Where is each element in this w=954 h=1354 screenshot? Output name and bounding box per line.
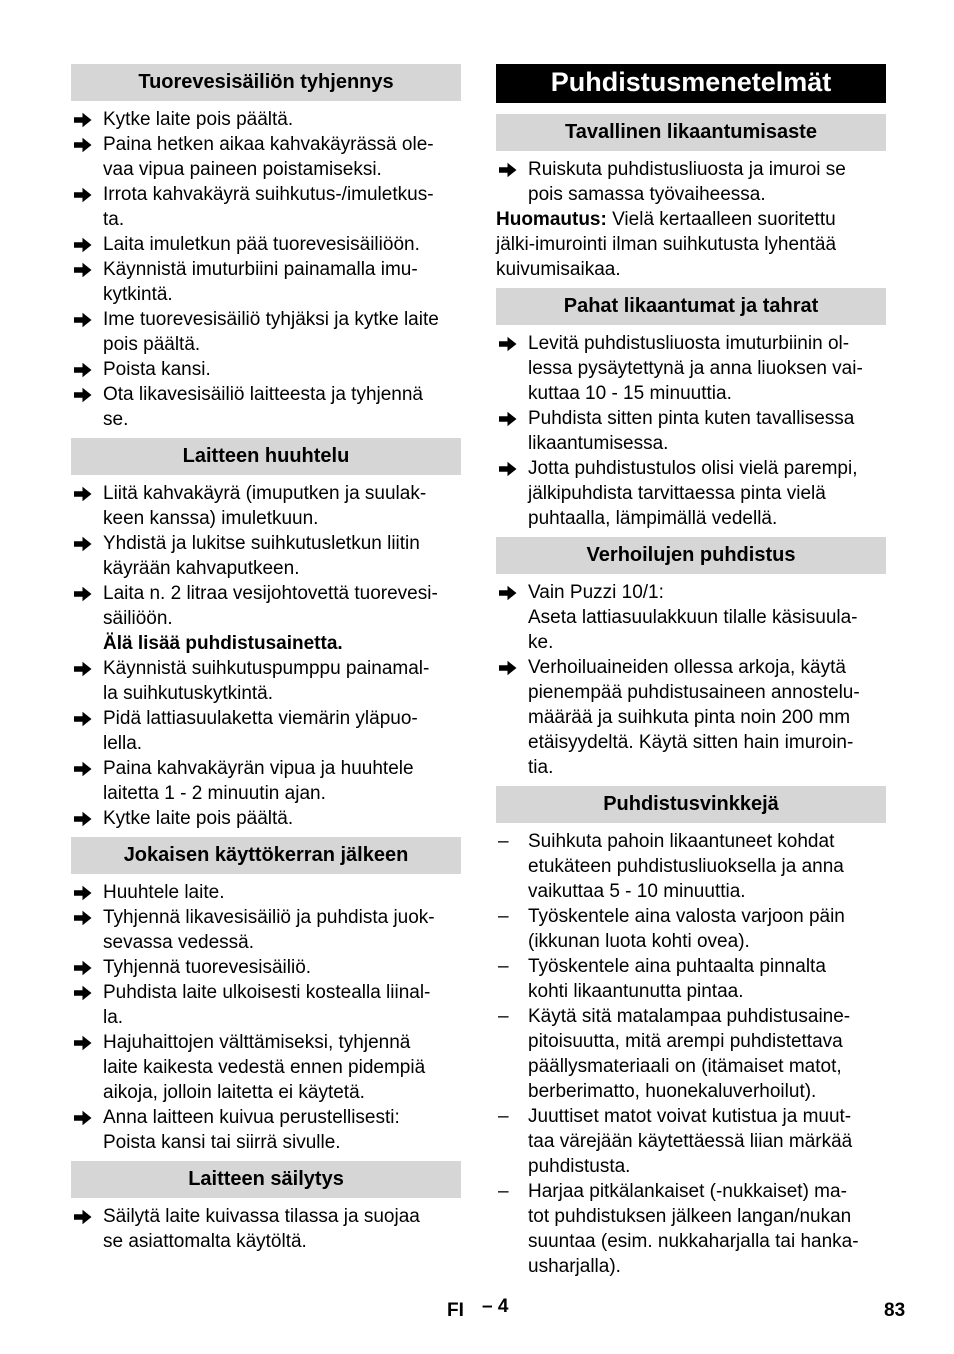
instruction-item [496,580,886,655]
item-text-line: suuntaa (esim. nukkaharjalla tai hanka- [528,1231,859,1252]
arrow-right-icon [74,1105,96,1130]
instruction-item [71,880,461,905]
instruction-item [71,656,461,706]
arrow-right-icon [74,980,96,1005]
instruction-item [71,905,461,955]
item-text-line: pois samassa työvaiheessa. [528,184,766,205]
instruction-item [496,331,886,406]
note-line: Vielä kertaalleen suoritettu [606,209,836,230]
instruction-item [71,132,461,182]
item-text-line: Ime tuorevesisäiliö tyhjäksi ja kytke laite [103,309,439,330]
item-text-line: Aseta lattiasuulakkuun tilalle käsisuula- [528,607,858,628]
arrow-right-icon [499,456,521,481]
item-text-line: Työskentele aina valosta varjoon päin [528,906,845,927]
instruction-list [71,880,461,1155]
section-heading: Tavallinen likaantumisaste [496,114,886,151]
dash-marker: – [498,831,509,852]
item-text-line: Levitä puhdistusliuosta imuturbiinin ol- [528,333,850,354]
arrow-right-icon [499,331,521,356]
arrow-right-icon [74,706,96,731]
instruction-item [71,1030,461,1105]
instruction-list [71,481,461,631]
arrow-right-icon [499,580,521,605]
instruction-item [71,1105,461,1155]
item-text-line: taa värejään käytettäessä liian märkää [528,1131,853,1152]
arrow-right-icon [74,382,96,407]
item-text-line: Yhdistä ja lukitse suihkutusletkun liitin [103,533,420,554]
item-text-line: Poista kansi tai siirrä sivulle. [103,1132,341,1153]
item-text-line: laitetta 1 - 2 minuutin ajan. [103,783,326,804]
item-text-line: likaantumisessa. [528,433,669,454]
arrow-right-icon [499,157,521,182]
item-text-line: pois päältä. [103,334,201,355]
tip-item [496,1004,886,1104]
item-text-line: Hajuhaittojen välttämiseksi, tyhjennä [103,1032,411,1053]
dash-marker: – [498,906,509,927]
item-text-line: Tyhjennä tuorevesisäiliö. [103,957,312,978]
item-text-line: määrää ja suihkuta pinta noin 200 mm [528,707,851,728]
item-text-line: Irrota kahvakäyrä suihkutus-/imuletkus- [103,184,434,205]
note-line: kuivumisaikaa. [496,259,621,280]
item-text-line: se asiattomalta käytöltä. [103,1231,307,1252]
instruction-item [71,357,461,382]
section-heading: Laitteen säilytys [71,1161,461,1198]
arrow-right-icon [74,1030,96,1055]
item-text-line: säiliöön. [103,608,173,629]
section-heading: Laitteen huuhtelu [71,438,461,475]
arrow-right-icon [499,406,521,431]
instruction-item [71,531,461,581]
section-heading: Pahat likaantumat ja tahrat [496,288,886,325]
arrow-right-icon [74,132,96,157]
note-paragraph [496,207,886,282]
arrow-right-icon [74,481,96,506]
item-text-line: keen kanssa) imuletkuun. [103,508,319,529]
item-text-line: kuttaa 10 - 15 minuuttia. [528,383,732,404]
instruction-item [496,406,886,456]
item-text-line: pienempää puhdistusaineen annostelu- [528,682,860,703]
item-text-line: Tyhjennä likavesisäiliö ja puhdista juok- [103,907,435,928]
item-text-line: Juuttiset matot voivat kutistua ja muut- [528,1106,852,1127]
item-text-line: Kytke laite pois päältä. [103,808,294,829]
section-heading: Jokaisen käyttökerran jälkeen [71,837,461,874]
instruction-item [71,806,461,831]
instruction-list [71,107,461,432]
item-text-line: tot puhdistuksen jälkeen langan/nukan [528,1206,852,1227]
right-column [496,64,886,1279]
tips-list [496,829,886,1279]
instruction-item [496,157,886,207]
instruction-item [71,581,461,631]
section-heading: Verhoilujen puhdistus [496,537,886,574]
item-text-line: puhdistusta. [528,1156,631,1177]
item-text-line: Huuhtele laite. [103,882,225,903]
instruction-item [71,182,461,232]
instruction-item [496,655,886,780]
item-text-line: pitoisuutta, mitä arempi puhdistettava [528,1031,843,1052]
item-text-line: Kytke laite pois päältä. [103,109,294,130]
arrow-right-icon [74,955,96,980]
arrow-right-icon [74,905,96,930]
instruction-item [71,955,461,980]
arrow-right-icon [74,1204,96,1229]
dash-marker: – [498,1181,509,1202]
arrow-right-icon [74,307,96,332]
item-text-line: lella. [103,733,143,754]
item-text-line: Laita imuletkun pää tuorevesisäiliöön. [103,234,420,255]
arrow-right-icon [74,107,96,132]
instruction-item [71,706,461,756]
arrow-right-icon [74,756,96,781]
item-text-line: laite kaikesta vedestä ennen pidempiä [103,1057,426,1078]
instruction-item [71,257,461,307]
section-heading: Tuorevesisäiliön tyhjennys [71,64,461,101]
arrow-right-icon [74,656,96,681]
item-text-line: puhtaalla, lämpimällä vedellä. [528,508,778,529]
item-text-line: tia. [528,757,554,778]
language-code: FI [447,1300,464,1321]
item-text-line: Ruiskuta puhdistusliuosta ja imuroi se [528,159,846,180]
item-text-line: Puhdista sitten pinta kuten tavallisessa [528,408,855,429]
item-text-line: Puhdista laite ulkoisesti kostealla liinal- [103,982,431,1003]
item-text-line: Anna laitteen kuivua perustellisesti: [103,1107,400,1128]
item-text-line: kohti likaantunutta pintaa. [528,981,744,1002]
note-label: Huomautus: [496,209,607,230]
arrow-right-icon [74,182,96,207]
item-text-line: Ota likavesisäiliö laitteesta ja tyhjennä [103,384,424,405]
item-text-line: Vain Puzzi 10/1: [528,582,664,603]
item-text-line: etäisyydeltä. Käytä sitten hain imuroin- [528,732,854,753]
instruction-item [71,481,461,531]
instruction-item [71,307,461,357]
item-text-line: (ikkunan luota kohti ovea). [528,931,750,952]
item-text-line: jälkipuhdista tarvittaessa pinta vielä [528,483,826,504]
item-text-line: Poista kansi. [103,359,211,380]
instruction-list [496,157,886,207]
item-text-line: Työskentele aina puhtaalta pinnalta [528,956,826,977]
note-line: jälki-imurointi ilman suihkutusta lyhentää [496,234,837,255]
tip-item [496,954,886,1004]
item-text-line: Liitä kahvakäyrä (imuputken ja suulak- [103,483,427,504]
item-text-line: Jotta puhdistustulos olisi vielä parempi, [528,458,858,479]
item-text-line: päällysmateriaali on (itämaiset matot, [528,1056,842,1077]
item-text-line: la suihkutuskytkintä. [103,683,274,704]
instruction-item [71,382,461,432]
dash-marker: – [498,1006,509,1027]
arrow-right-icon [74,357,96,382]
instruction-list [71,1204,461,1254]
item-text-line: Laita n. 2 litraa vesijohtovettä tuorevesi- [103,583,438,604]
arrow-right-icon [74,232,96,257]
item-text-line: Käytä sitä matalampaa puhdistusaine- [528,1006,851,1027]
item-text-line: kytkintä. [103,284,173,305]
item-text-line: vaikuttaa 5 - 10 minuuttia. [528,881,746,902]
item-text-line: usharjalla). [528,1256,621,1277]
instruction-item [71,107,461,132]
arrow-right-icon [74,581,96,606]
instruction-item [71,1204,461,1254]
item-text-line: Paina kahvakäyrän vipua ja huuhtele [103,758,414,779]
dash-marker: – [498,1106,509,1127]
item-text-line: Käynnistä imuturbiini painamalla imu- [103,259,418,280]
item-text-line: la. [103,1007,124,1028]
section-heading: Puhdistusvinkkejä [496,786,886,823]
left-column [71,64,461,1254]
chapter-title: Puhdistusmenetelmät [496,64,886,103]
note-text: Älä lisää puhdistusainetta. [103,633,343,654]
instruction-item [71,232,461,257]
tip-item [496,904,886,954]
item-text-line: se. [103,409,129,430]
item-text-line: Verhoiluaineiden ollessa arkoja, käytä [528,657,846,678]
item-text-line: Paina hetken aikaa kahvakäyrässä ole- [103,134,434,155]
item-text-line: Pidä lattiasuulaketta viemärin yläpuo- [103,708,418,729]
dash-marker: – [498,956,509,977]
item-text-line: berberimatto, huonekaluverhoilut). [528,1081,817,1102]
tip-item [496,1179,886,1279]
arrow-right-icon [74,806,96,831]
arrow-right-icon [499,655,521,680]
tip-item [496,829,886,904]
item-text-line: Harjaa pitkälankaiset (-nukkaiset) ma- [528,1181,847,1202]
item-text-line: sevassa vedessä. [103,932,255,953]
item-text-line: aikoja, jolloin laitetta ei käytetä. [103,1082,365,1103]
instruction-item [71,980,461,1030]
section-number: – 4 [482,1296,509,1317]
item-text-line: ta. [103,209,125,230]
item-text-line: Suihkuta pahoin likaantuneet kohdat [528,831,835,852]
page-number: 83 [884,1300,906,1321]
instruction-list [496,331,886,531]
item-text-line: Säilytä laite kuivassa tilassa ja suojaa [103,1206,420,1227]
item-text-line: Käynnistä suihkutuspumppu painamal- [103,658,430,679]
item-text-line: käyrään kahvaputkeen. [103,558,300,579]
instruction-item [71,756,461,806]
instruction-list [71,656,461,831]
instruction-item [496,456,886,531]
item-text-line: vaa vipua paineen poistamiseksi. [103,159,382,180]
item-text-line: etukäteen puhdistusliuoksella ja anna [528,856,844,877]
instruction-list [496,580,886,780]
tip-item [496,1104,886,1179]
arrow-right-icon [74,880,96,905]
item-text-line: lessa pysäytettynä ja anna liuoksen vai- [528,358,863,379]
item-text-line: ke. [528,632,554,653]
arrow-right-icon [74,531,96,556]
arrow-right-icon [74,257,96,282]
